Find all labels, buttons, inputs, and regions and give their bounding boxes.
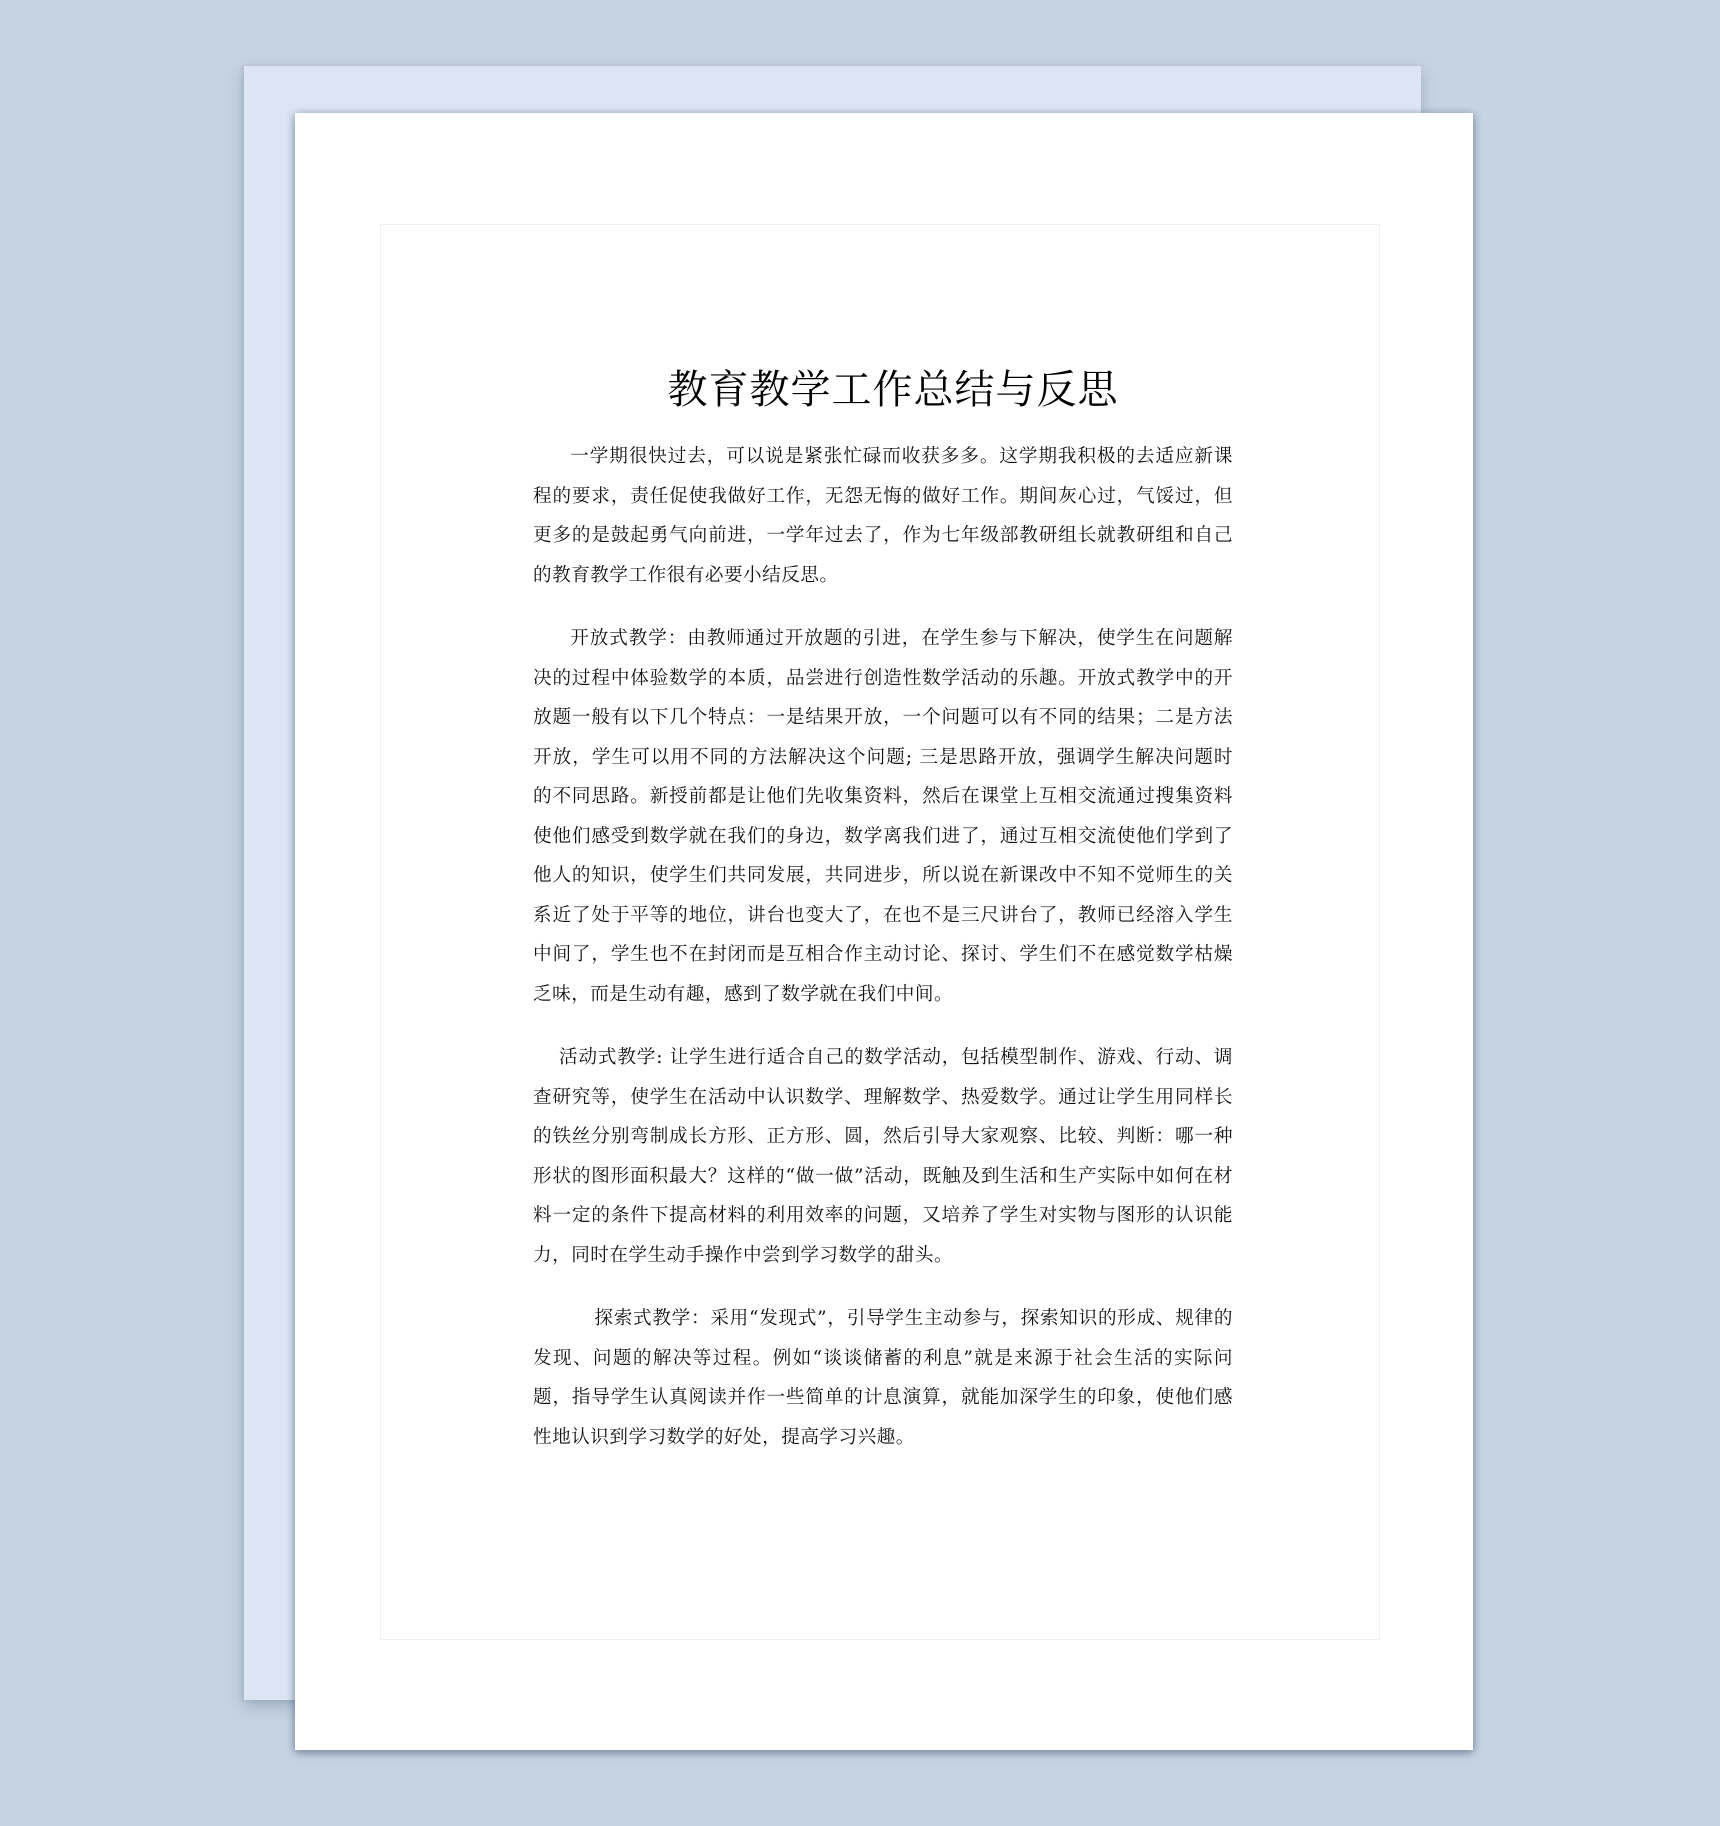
paragraph-exploratory-teaching: 探索式教学：采用“发现式”，引导学生主动参与，探索知识的形成、规律的发现、问题的解决等过程。例如“谈谈储蓄的利息”就是来源于社会生活的实际问题，指导学生认真阅读并作一些简单的计息演算，就能加深学生的印象，使他们感性地认识到学习数学的好处，提高学习兴趣。 (533, 1308, 1233, 1448)
document-title: 教育教学工作总结与反思 (667, 367, 1119, 413)
paragraph-activity-teaching: 活动式教学: 让学生进行适合自己的数学活动，包括模型制作、游戏、行动、调查研究等，使学生在活动中认识数学、理解数学、热爱数学。通过让学生用同样长的铁丝分别弯制成长方形、正方形、圆，然后引导大家观察、比较、判断：哪一种形状的图形面积最大？这样的“做一做”活动，既触及到生活和生产实际中如何在材料一定的条件下提高材料的利用效率的问题，又培养了学生对实物与图形的认识能力，同时在学生动手操作中尝到学习数学的甜头。 (533, 1047, 1233, 1266)
document-page (295, 113, 1473, 1750)
paragraph-intro: 一学期很快过去，可以说是紧张忙碌而收获多多。这学期我积极的去适应新课程的要求，责任促使我做好工作，无怨无悔的做好工作。期间灰心过，气馁过，但更多的是鼓起勇气向前进，一学年过去了，作为七年级部教研组长就教研组和自己的教育教学工作很有必要小结反思。 (533, 446, 1233, 586)
paragraph-open-teaching: 开放式教学：由教师通过开放题的引进，在学生参与下解决，使学生在问题解决的过程中体验数学的本质，品尝进行创造性数学活动的乐趣。开放式教学中的开放题一般有以下几个特点：一是结果开放，一个问题可以有不同的结果；二是方法开放，学生可以用不同的方法解决这个问题; 三是思路开放，强调学生解决问题时的不同思路。新授前都是让他们先收集资料，然后在课堂上互相交流通过搜集资料使他们感受到数学就在我们的身边，数学离我们进了，通过互相交流使他们学到了他人的知识，使学生们共同发展，共同进步，所以说在新课改中不知不觉师生的关系近了处于平等的地位，讲台也变大了，在也不是三尺讲台了，教师已经溶入学生中间了，学生也不在封闭而是互相合作主动讨论、探讨、学生们不在感觉数学枯燥乏味，而是生动有趣，感到了数学就在我们中间。 (533, 628, 1233, 1005)
document-body (533, 363, 1233, 1481)
